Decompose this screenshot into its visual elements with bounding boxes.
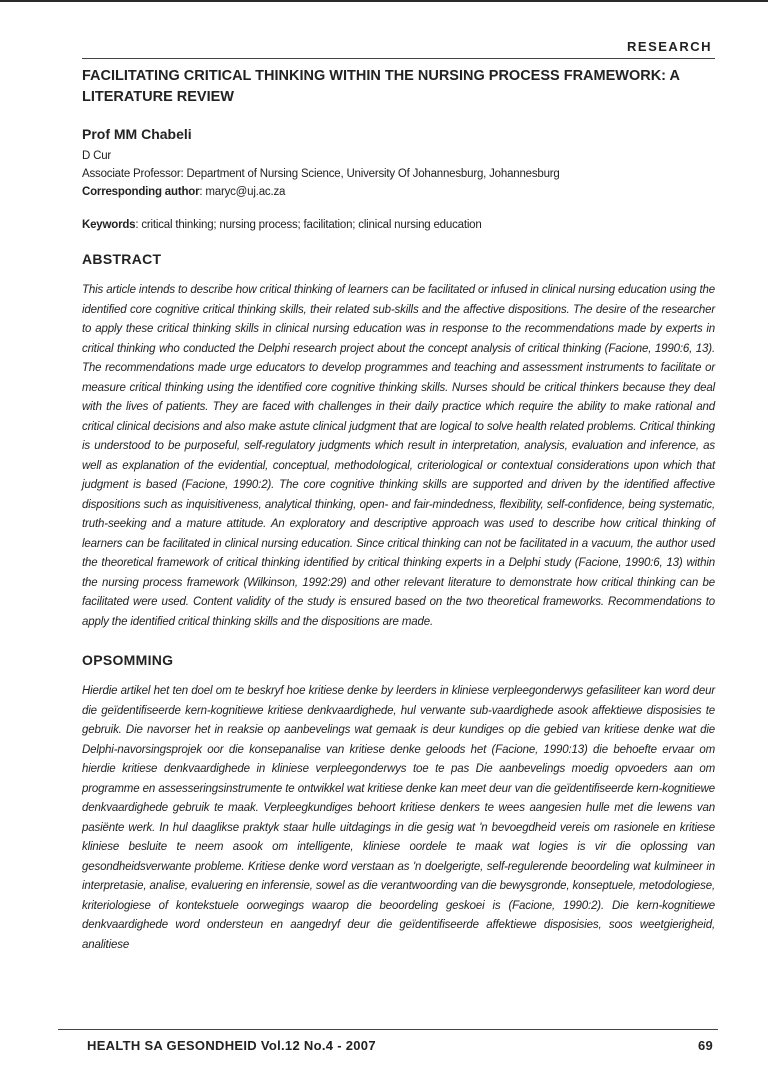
author-affiliation: Associate Professor: Department of Nursing Science, University Of Johannesburg, Johannesburg <box>82 168 560 180</box>
keywords-list: : critical thinking; nursing process; facilitation; clinical nursing education <box>135 219 482 231</box>
header-divider <box>82 58 715 59</box>
keywords <box>82 219 715 231</box>
opsomming-text: Hierdie artikel het ten doel om te beskryf hoe kritiese denke by leerders in kliniese verpleegonderwys gefasiliteer kan word deur die geïdentifiseerde kern-kognitiewe kritiese denkvaardighede, hul verwante sub-vaardighede asook affektiewe disposisies te gebruik. Die navorser het in reaksie op aanbevelings wat gemaak is deur kundiges op die gebied van kritiese denke wat die Delphi-navorsingsprojek oor die konsepanalise van kritiese denke geloods het (Facione, 1990:13) die behoefte ervaar om hierdie kritiese denkvaardighede in kliniese verpleegonderwys toe te pas Die aanbevelings moedig opvoeders aan om programme en assesseringsinstrumente te ontwikkel wat kritiese denke kan meet deur van die geïdentifiseerde kern-kognitiewe denkvaardighede gebruik te maak. Verpleegkundiges behoort kritiese denkers te wees aangesien hulle met die lewens van pasiënte werk. In hul daaglikse praktyk staar hulle uitdagings in die gesig wat 'n bevoegdheid vereis om rasionele en kritiese kliniese besluite te neem asook om intelligente, kliniese oordele te maak wat logies is vir die oplossing van gesondheidsverwante probleme. Kritiese denke word verstaan as 'n doelgerigte, self-regulerende beoordeling wat kulmineer in interpretasie, analise, evaluering en inferensie, sowel as die verantwoording van die bewysgronde, konseptuele, metodologiese, kriteriologiese of kontekstuele oorwegings waarop die beoordeling geskoei is (Facione, 1990:2). Die kern-kognitiewe denkvaardighede word ondersteun en aangedryf deur die geïdentifiseerde affektiewe disposisies, soos weetgierigheid, analitiese <box>82 685 715 951</box>
opsomming-heading: OPSOMMING <box>82 652 174 668</box>
article-title: FACILITATING CRITICAL THINKING WITHIN THE NURSING PROCESS FRAMEWORK: A LITERATURE REVIEW <box>82 68 680 105</box>
abstract-text: This article intends to describe how critical thinking of learners can be facilitated or infused in clinical nursing education using the identified core cognitive critical thinking skills, their related sub-skills and the affective dispositions. The desire of the researcher to apply these critical thinking skills in clinical nursing education was in response to the recommendations made by experts in critical thinking who conducted the Delphi research project about the concept analysis of critical thinking (Facione, 1990:6, 13). The recommendations made urge educators to develop programmes and teaching and assessment instruments to facilitate or measure critical thinking using the identified core cognitive thinking skills. Nurses should be critical thinkers because they deal with the lives of patients. They are faced with challenges in their daily practice which require the ability to make rational and critical clinical decisions and also make astute clinical judgment that are logical to solve health related problems. Critical thinking is understood to be purposeful, self-regulatory judgments which result in interpretation, analysis, evaluation and inference, as well as explanation of the evidential, conceptual, methodological, criteriological or contextual considerations upon which that judgment is based (Facione, 1990:2). The core cognitive thinking skills are supported and driven by the identified affective dispositions such as inquisitiveness, analytical thinking, open- and fair-mindedness, flexibility, self-confidence, being systematic, truth-seeking and a mature attitude. An exploratory and descriptive approach was used to describe how critical thinking of learners can be facilitated in clinical nursing education. Since critical thinking can not be facilitated in a vacuum, the author used the theoretical framework of critical thinking identified by critical thinking experts in a Delphi study (Facione, 1990:6, 13) within the nursing process framework (Wilkinson, 1992:29) and other relevant literature to demonstrate how critical thinking can be facilitated were used. Content validity of the study is ensured based on the two theoretical frameworks. Recommendations to apply the identified critical thinking skills and the dispositions are made. <box>82 284 715 628</box>
author-degree: D Cur <box>82 150 112 162</box>
corresponding-label: Corresponding author <box>82 186 200 198</box>
article-body <box>82 66 715 955</box>
corresponding-author <box>82 183 715 201</box>
footer-divider <box>58 1029 718 1030</box>
section-label: RESEARCH <box>627 39 712 54</box>
corresponding-email: : maryc@uj.ac.za <box>199 186 286 198</box>
top-border <box>0 0 768 2</box>
journal-citation: HEALTH SA GESONDHEID Vol.12 No.4 - 2007 <box>87 1038 376 1053</box>
page-footer <box>87 1038 713 1053</box>
page-number: 69 <box>697 1038 713 1053</box>
keywords-label: Keywords <box>82 219 136 231</box>
author-name: Prof MM Chabeli <box>82 126 192 142</box>
abstract-heading: ABSTRACT <box>82 251 162 267</box>
